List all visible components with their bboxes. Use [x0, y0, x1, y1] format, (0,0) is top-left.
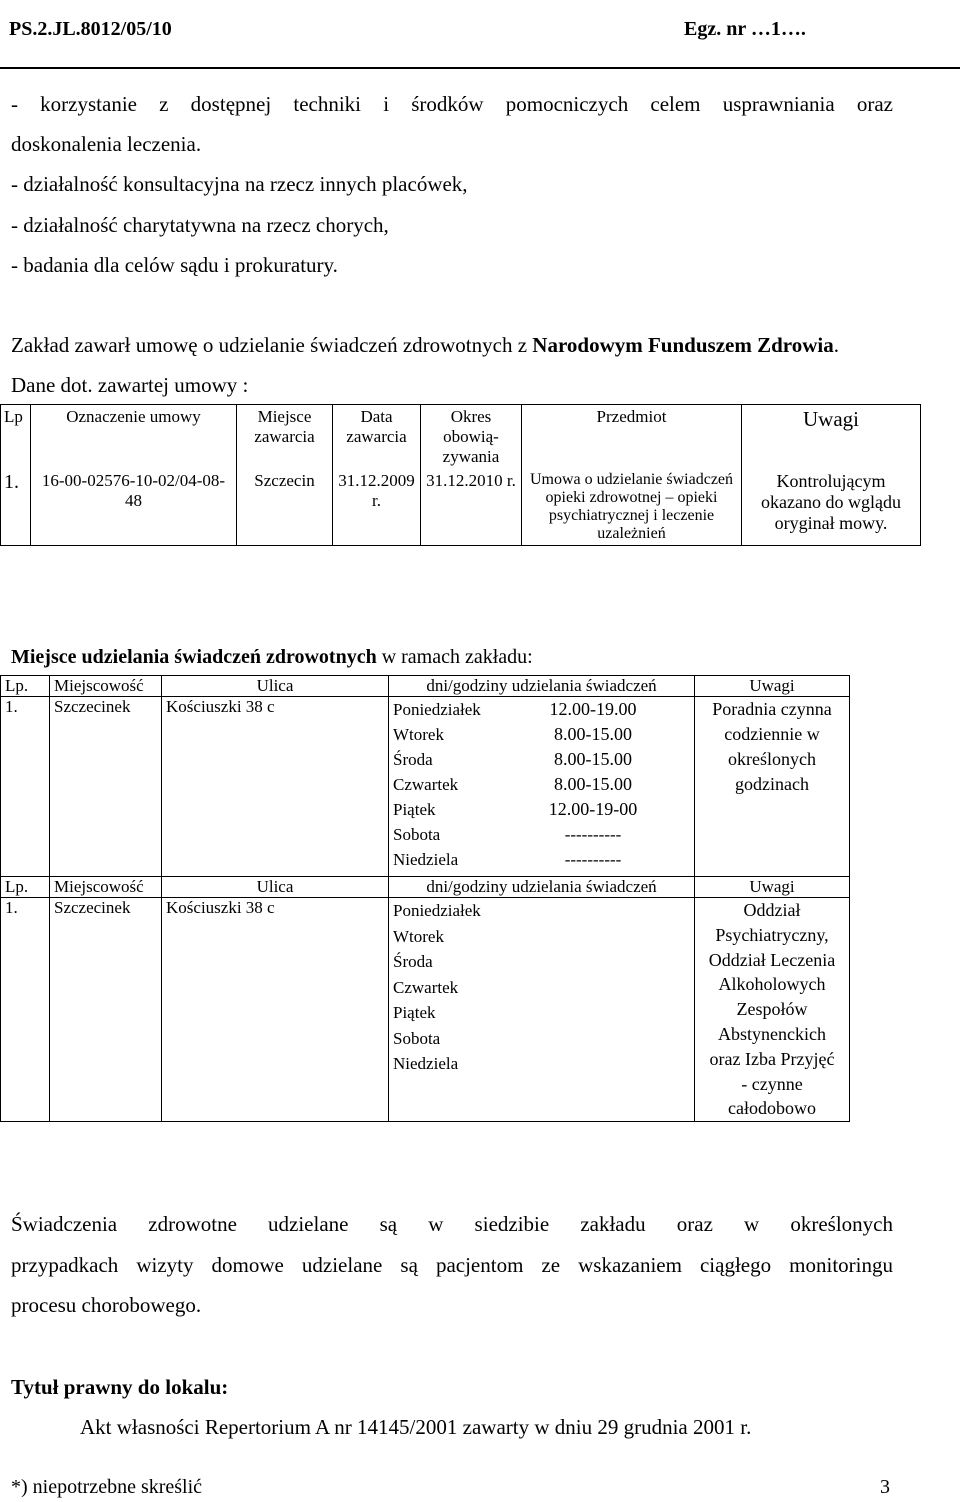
places-header-2: Lp. Miejscowość Ulica dni/godziny udzielania świadczeń Uwagi: [1, 877, 850, 898]
header-divider: [0, 67, 960, 69]
places-block-1: 1. Szczecinek Kościuszki 38 c Poniedziałek 12.00-19.00 Wtorek 8.00-15.00 Środa 8.00-15.00 Czwartek 8.00-15.00 Piątek 12.00-19-00 Sobota ---------- Niedziela ---------- Poradnia czynna codziennie w określonych godzinach: [1, 697, 850, 877]
col-subject: Przedmiot: [522, 405, 742, 470]
col-period: Okres obowią-zywania: [421, 405, 522, 470]
services-line-2: przypadkach wizyty domowe udzielane są pacjentom ze wskazaniem ciągłego monitoringu: [11, 1253, 893, 1277]
services-line-1: Świadczenia zdrowotne udzielane są w siedzibie zakładu oraz w określonych: [11, 1212, 893, 1236]
document-ref: PS.2.JL.8012/05/10: [9, 18, 172, 40]
col-place: Miejsce zawarcia: [237, 405, 333, 470]
col-notes: Uwagi: [742, 405, 921, 470]
col-designation: Oznaczenie umowy: [31, 405, 237, 470]
page-number: 3: [880, 1476, 890, 1498]
places-heading: Miejsce udzielania świadczeń zdrowotnych w ramach zakładu:: [11, 646, 533, 668]
places-table: [0, 675, 850, 1122]
contract-sentence: Zakład zawarł umowę o udzielanie świadczeń zdrowotnych z Narodowym Funduszem Zdrowia.: [11, 333, 839, 357]
intro-line-1: - korzystanie z dostępnej techniki i środków pomocniczych celem usprawniania oraz: [11, 92, 893, 116]
services-line-3: procesu chorobowego.: [11, 1293, 202, 1317]
places-note-1: Poradnia czynna codziennie w określonych godzinach: [695, 697, 850, 877]
col-date: Data zawarcia: [333, 405, 421, 470]
footnote: *) niepotrzebne skreślić: [11, 1476, 203, 1498]
col-lp: Lp: [1, 405, 31, 470]
title-text: Akt własności Repertorium A nr 14145/2001 zawarty w dniu 29 grudnia 2001 r.: [80, 1415, 752, 1439]
places-header-1: Lp. Miejscowość Ulica dni/godziny udzielania świadczeń Uwagi: [1, 676, 850, 697]
intro-line-2: doskonalenia leczenia.: [11, 132, 202, 156]
contract-table-header: [1, 405, 921, 470]
title-heading: Tytuł prawny do lokalu:: [11, 1375, 229, 1399]
places-note-2: Oddział Psychiatryczny, Oddział Leczenia Alkoholowych Zespołów Abstynenckich oraz Izba Przyjęć - czynne całodobowo: [695, 898, 850, 1122]
intro-line-5: - badania dla celów sądu i prokuratury.: [11, 253, 338, 277]
nfz-name: Narodowym Funduszem Zdrowia: [532, 333, 834, 357]
places-block-2: 1. Szczecinek Kościuszki 38 c Poniedziałek Wtorek Środa Czwartek Piątek Sobota Niedziela Oddział Psychiatryczny, Oddział Leczenia Alkoholowych Zespołów Abstynenckich oraz Izba Przyjęć - czynne całodobowo: [1, 898, 850, 1122]
copy-number: Egz. nr …1….: [684, 18, 806, 40]
contract-table: [0, 404, 921, 546]
intro-line-4: - działalność charytatywna na rzecz chorych,: [11, 213, 389, 237]
table-row: 1. 16-00-02576-10-02/04-08-48 Szczecin 31.12.2009 r. 31.12.2010 r. Umowa o udzielanie świadczeń opieki zdrowotnej – opieki psychiatrycznej i leczenie uzależnień Kontrolującym okazano do wglądu oryginał mowy.: [1, 469, 921, 546]
intro-line-3: - działalność konsultacyjna na rzecz innych placówek,: [11, 172, 468, 196]
contract-details-label: Dane dot. zawartej umowy :: [11, 373, 249, 397]
